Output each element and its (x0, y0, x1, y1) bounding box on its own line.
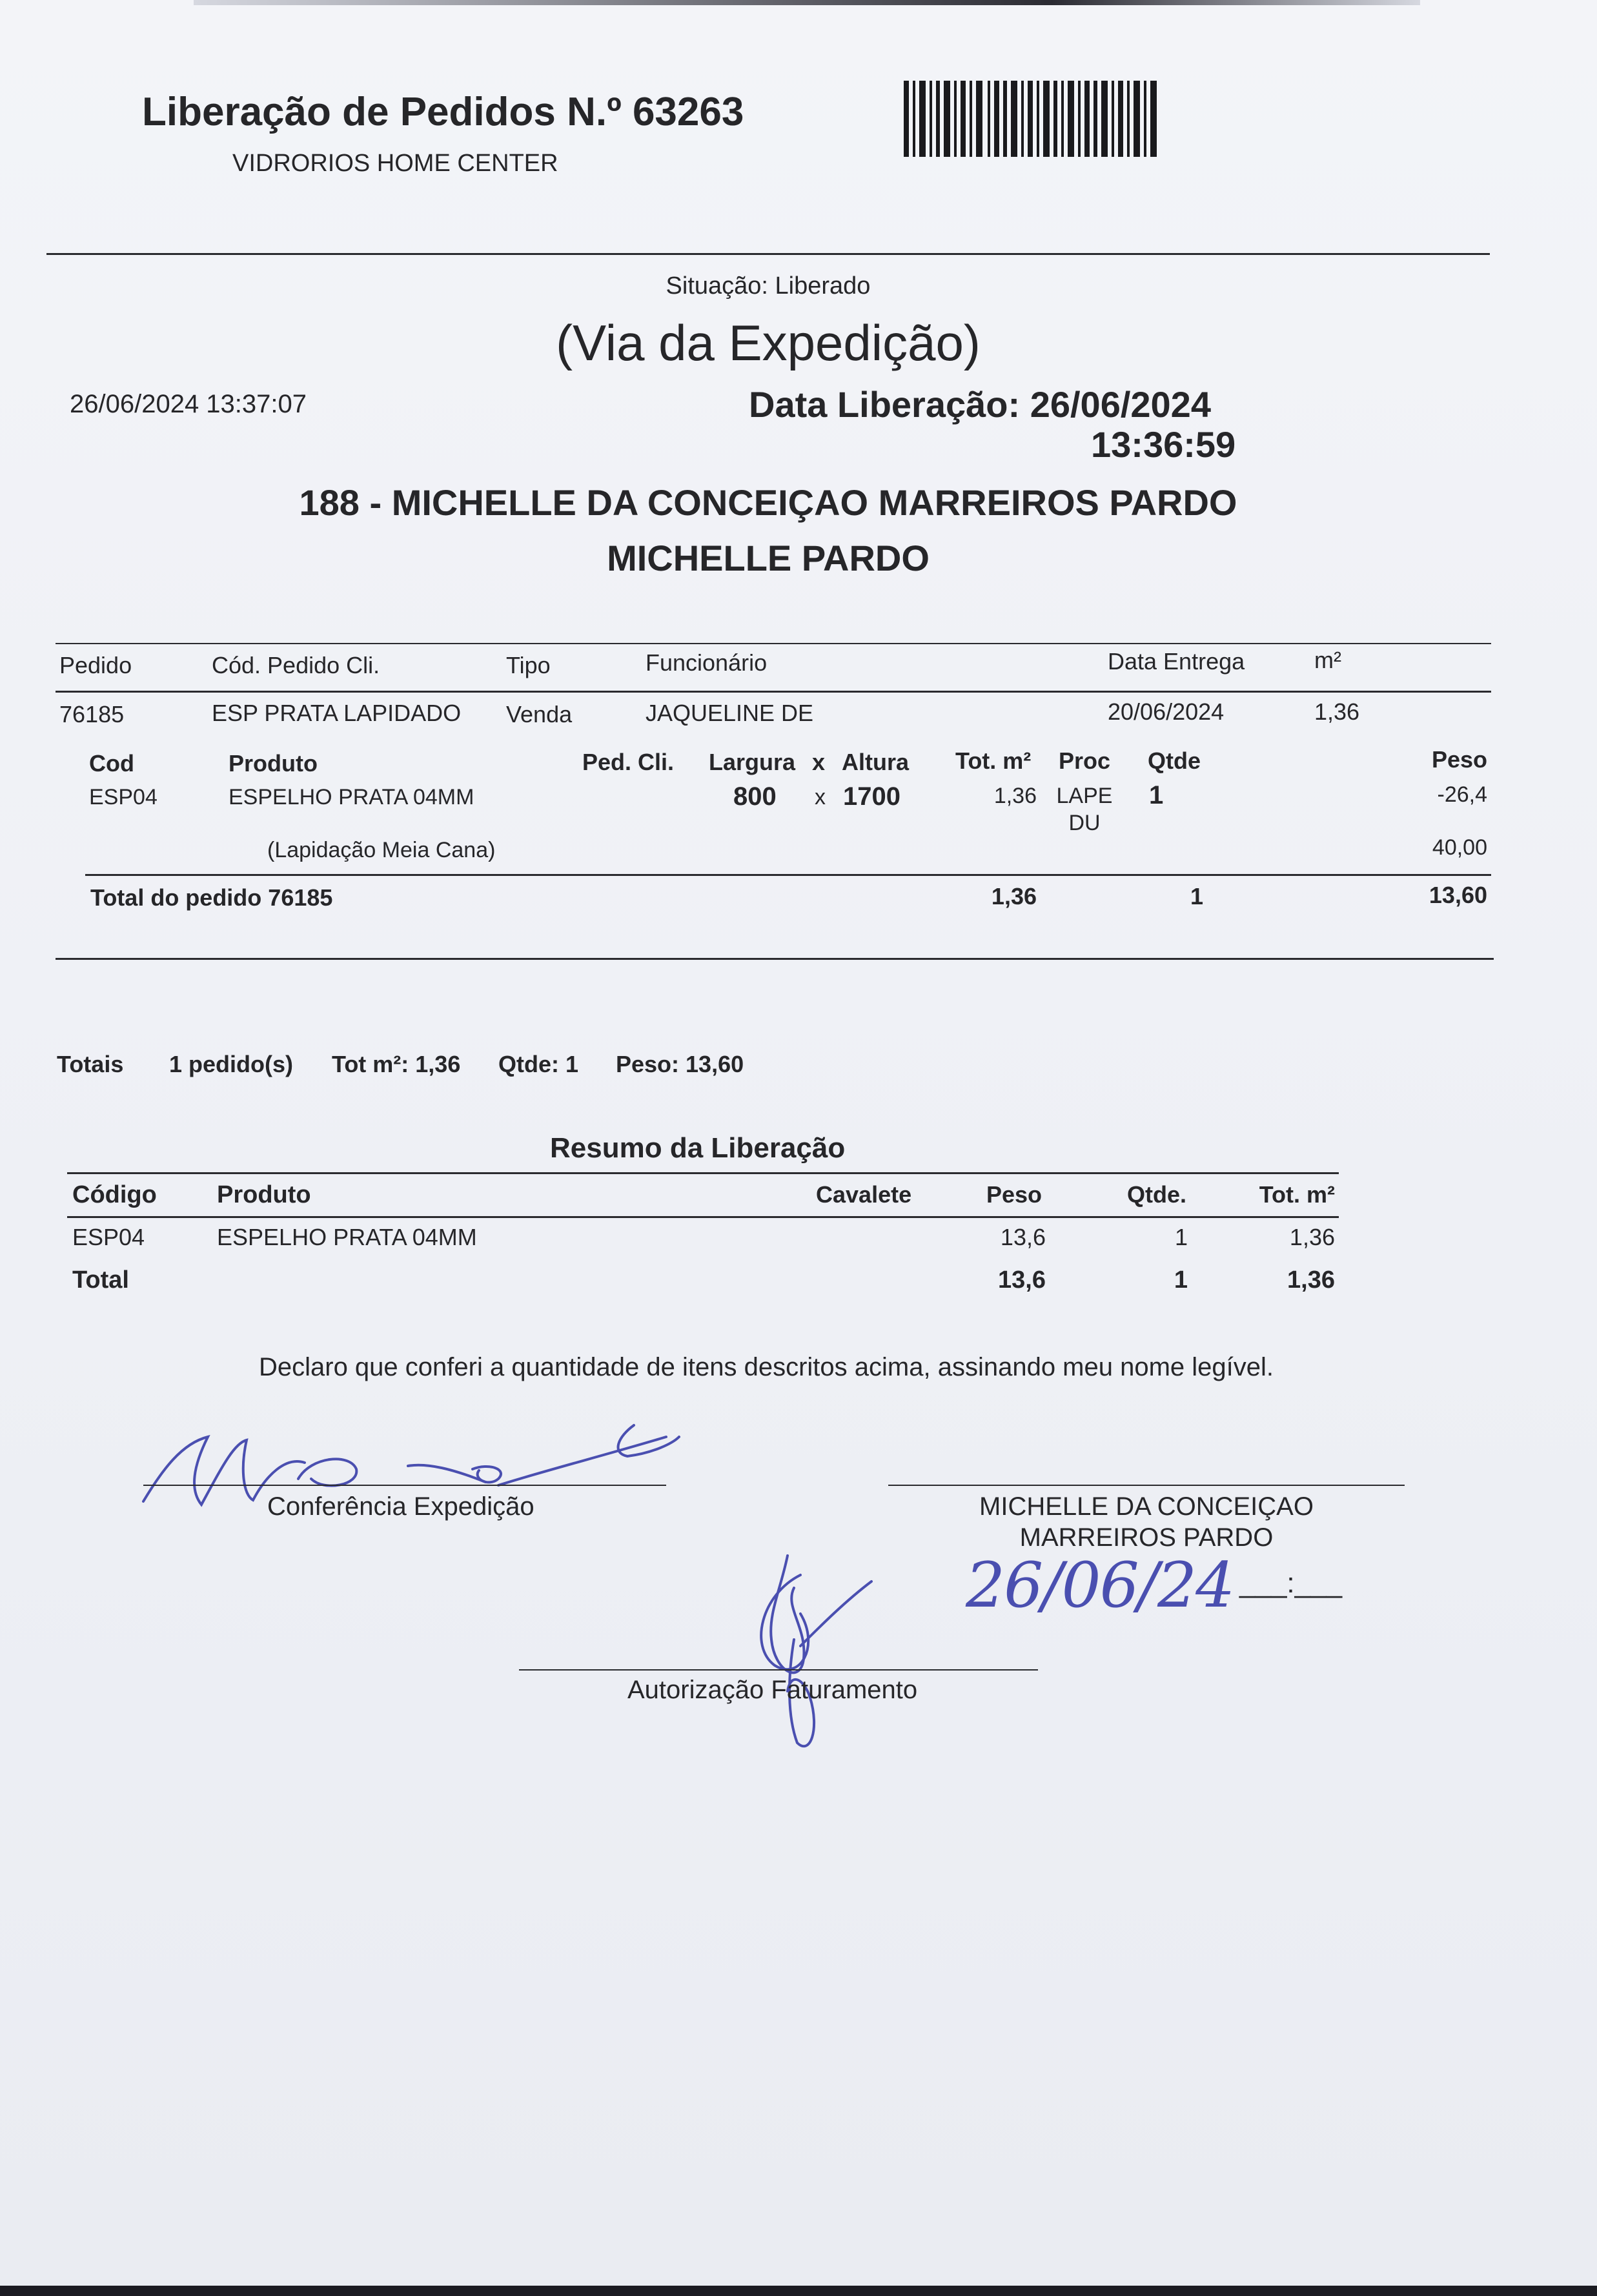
item-col-altura: Altura (842, 749, 910, 775)
summary-total-label: Total (72, 1266, 129, 1294)
release-date: Data Liberação: 26/06/2024 (749, 384, 1211, 425)
order-number: 76185 (59, 701, 125, 727)
time-blank: ___:___ (1239, 1567, 1343, 1599)
divider (56, 691, 1491, 693)
item-width: 800 (733, 782, 777, 811)
item-col-cod: Cod (89, 750, 134, 777)
signature-line (519, 1669, 1038, 1671)
item-x: x (815, 785, 826, 809)
item-product: ESPELHO PRATA 04MM (229, 785, 474, 809)
summary-col-tot-m2: Tot. m² (1259, 1181, 1335, 1208)
item-col-largura: Largura (709, 749, 796, 775)
item-tot-m2: 1,36 (993, 784, 1037, 808)
summary-row-code: ESP04 (72, 1224, 145, 1250)
col-data-entrega: Data Entrega (1108, 648, 1245, 675)
item-code: ESP04 (89, 785, 158, 809)
item-height: 1700 (843, 782, 900, 811)
order-total-m2: 1,36 (991, 883, 1037, 909)
item-col-ped-cli: Ped. Cli. (582, 749, 675, 775)
order-total-qty: 1 (1190, 883, 1204, 909)
order-client-code: ESP PRATA LAPIDADO (212, 700, 462, 726)
signer-name-line1: MICHELLE DA CONCEIÇAO (979, 1492, 1314, 1521)
divider (85, 874, 1491, 876)
item-col-tot-m2: Tot. m² (955, 747, 1032, 774)
col-funcionario: Funcionário (646, 649, 768, 676)
item-qty: 1 (1149, 781, 1164, 809)
order-type: Venda (506, 701, 573, 727)
document-title: Liberação de Pedidos N.º 63263 (142, 90, 744, 134)
company-name: VIDRORIOS HOME CENTER (232, 150, 558, 177)
print-timestamp: 26/06/2024 13:37:07 (70, 390, 307, 418)
summary-col-peso: Peso (986, 1181, 1043, 1208)
customer-short-name: MICHELLE PARDO (607, 538, 930, 578)
item-col-proc: Proc (1059, 747, 1111, 774)
handwritten-date: 26/06/24 (966, 1549, 1234, 1621)
item-process (1046, 782, 1123, 837)
summary-col-produto: Produto (217, 1181, 311, 1208)
declaration-text: Declaro que conferi a quantidade de itens descritos acima, assinando meu nome legível. (258, 1353, 1274, 1381)
status-text: Situação: Liberado (666, 272, 871, 300)
totals-orders: 1 pedido(s) (169, 1051, 294, 1077)
divider (67, 1216, 1339, 1218)
item-col-produto: Produto (229, 750, 318, 777)
order-total-label: Total do pedido 76185 (90, 884, 333, 911)
order-m2: 1,36 (1314, 698, 1360, 725)
divider (46, 253, 1490, 255)
divider (56, 643, 1491, 644)
barcode (904, 81, 1157, 157)
summary-col-codigo: Código (72, 1181, 157, 1208)
signer-name-line2: MARREIROS PARDO (1019, 1523, 1274, 1552)
signature-line (143, 1485, 666, 1486)
item-col-x: x (812, 749, 826, 775)
scan-edge-top (194, 0, 1420, 5)
col-tipo: Tipo (506, 652, 551, 678)
totals-weight: Peso: 13,60 (616, 1051, 744, 1077)
item-col-qtde: Qtde (1148, 747, 1201, 774)
divider (67, 1172, 1339, 1174)
order-delivery-date: 20/06/2024 (1108, 698, 1225, 725)
summary-col-cavalete: Cavalete (816, 1181, 912, 1208)
order-employee: JAQUELINE DE (646, 700, 814, 726)
item-col-peso: Peso (1431, 746, 1487, 773)
authorization-label: Autorização Faturamento (627, 1676, 918, 1704)
col-m2: m² (1314, 647, 1341, 673)
summary-total-qty: 1 (1174, 1266, 1188, 1294)
signature-line (888, 1485, 1405, 1486)
totals-m2: Tot m²: 1,36 (332, 1051, 461, 1077)
summary-total-tot-m2: 1,36 (1287, 1266, 1335, 1294)
summary-row-product: ESPELHO PRATA 04MM (217, 1224, 477, 1250)
item-weight-extra: 40,00 (1432, 835, 1487, 860)
summary-row-tot-m2: 1,36 (1289, 1224, 1335, 1250)
totals-qty: Qtde: 1 (498, 1051, 579, 1077)
item-process-line: DU (1068, 811, 1101, 835)
summary-col-qtde: Qtde. (1127, 1181, 1187, 1208)
col-pedido: Pedido (59, 652, 132, 678)
summary-title: Resumo da Liberação (550, 1132, 846, 1164)
conference-label: Conferência Expedição (267, 1492, 534, 1521)
item-process-line: LAPE (1056, 784, 1113, 808)
summary-total-weight: 13,6 (998, 1266, 1046, 1294)
order-total-weight: 13,60 (1429, 882, 1487, 908)
handwritten-signature (723, 1549, 878, 1762)
item-weight-raw: -26,4 (1437, 782, 1487, 807)
copy-type-title: (Via da Expedição) (556, 314, 981, 371)
summary-row-qty: 1 (1174, 1224, 1188, 1250)
customer-full-name: 188 - MICHELLE DA CONCEIÇAO MARREIROS PARDO (299, 482, 1237, 523)
totals-label: Totais (57, 1051, 124, 1077)
item-finish: (Lapidação Meia Cana) (267, 838, 496, 862)
release-time: 13:36:59 (1091, 424, 1236, 465)
col-cod-pedido-cli: Cód. Pedido Cli. (212, 652, 380, 678)
summary-row-weight: 13,6 (1000, 1224, 1046, 1250)
scan-edge-bottom (0, 2286, 1597, 2296)
divider (56, 958, 1494, 960)
